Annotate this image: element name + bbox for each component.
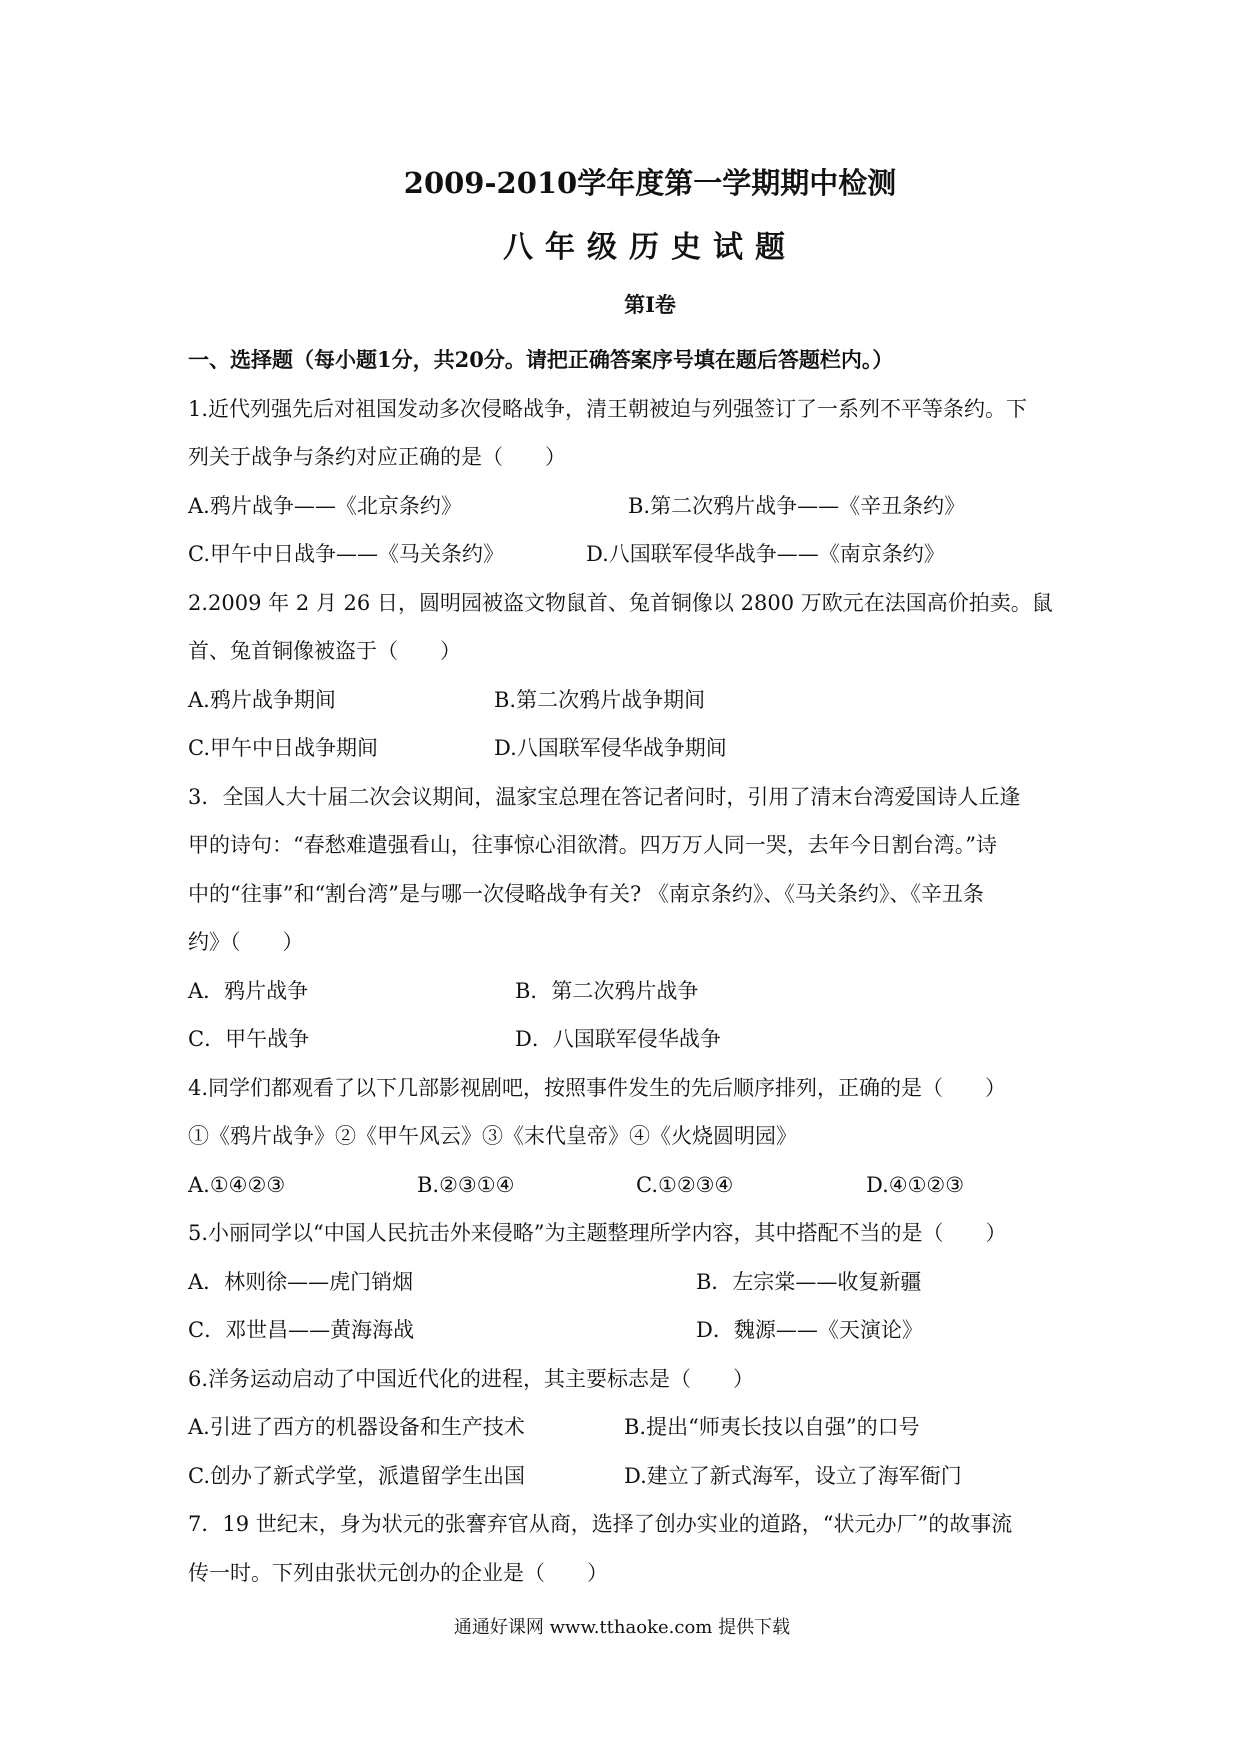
question-content — [188, 336, 1068, 1597]
question-5-options-row-2 — [188, 1306, 1068, 1355]
question-1-line-1: 1.近代列强先后对祖国发动多次侵略战争，清王朝被迫与列强签订了一系列不平等条约。下 — [188, 396, 1028, 421]
question-6-option-c: C.创办了新式学堂，派遣留学生出国 — [188, 1463, 525, 1488]
question-6-line-1: 6.洋务运动启动了中国近代化的进程，其主要标志是（ ） — [188, 1366, 755, 1391]
question-3-line-4: 约》（ ） — [188, 930, 304, 954]
question-7-line-2: 传一时。下列由张状元创办的企业是（ ） — [188, 1560, 608, 1585]
question-3-option-d: D．八国联军侵华战争 — [515, 1027, 721, 1051]
question-4-option-a: A.①④②③ — [188, 1172, 286, 1197]
question-6-options-row-2 — [188, 1452, 1068, 1501]
question-1-options-row-1 — [188, 482, 1068, 531]
section-heading: 一、选择题（每小题1分，共20分。请把正确答案序号填在题后答题栏内。） — [188, 347, 894, 372]
question-2-option-a: A.鸦片战争期间 — [188, 687, 336, 712]
question-6-option-d: D.建立了新式海军，设立了海军衙门 — [624, 1463, 962, 1488]
question-5-option-d: D．魏源——《天演论》 — [696, 1318, 923, 1342]
question-3-line-1: 3．全国人大十届二次会议期间，温家宝总理在答记者问时，引用了清末台湾爱国诗人丘逢 — [188, 784, 1021, 809]
question-2-options-row-2 — [188, 724, 1068, 773]
question-6-options-row-1 — [188, 1403, 1068, 1452]
question-1-options-row-2 — [188, 530, 1068, 579]
question-1-option-d: D.八国联军侵华战争——《南京条约》 — [586, 542, 945, 566]
question-7-line-1: 7．19 世纪末，身为状元的张謇弃官从商，选择了创办实业的道路，“状元办厂”的故事流 — [188, 1512, 1013, 1536]
page-footer: 通通好课网 www.tthaoke.com 提供下载 — [453, 1617, 791, 1638]
question-4-line-2: ①《鸦片战争》②《甲午风云》③《末代皇帝》④《火烧圆明园》 — [188, 1124, 797, 1148]
question-6-option-a: A.引进了西方的机器设备和生产技术 — [188, 1415, 525, 1439]
question-2-line-1: 2.2009 年 2 月 26 日，圆明园被盗文物鼠首、兔首铜像以 2800 万欧元在法国高价拍卖。鼠 — [188, 590, 1053, 615]
question-1-option-b: B.第二次鸦片战争——《辛丑条约》 — [628, 493, 966, 518]
question-3-options-row-1 — [188, 967, 1068, 1016]
question-3-option-a: A．鸦片战争 — [188, 978, 309, 1003]
question-3-options-row-2 — [188, 1015, 1068, 1064]
question-2-option-d: D.八国联军侵华战争期间 — [494, 736, 727, 760]
question-1-option-c: C.甲午中日战争——《马关条约》 — [188, 542, 504, 566]
question-5-options-row-1 — [188, 1258, 1068, 1307]
question-5-option-b: B．左宗棠——收复新疆 — [696, 1269, 922, 1294]
exam-title: 2009-2010学年度第一学期期中检测 — [403, 166, 897, 200]
question-4-option-d: D.④①②③ — [866, 1172, 965, 1197]
volume-label: 第Ⅰ卷 — [624, 292, 676, 317]
question-3-line-2: 甲的诗句：“春愁难遣强看山，往事惊心泪欲潸。四万万人同一哭，去年今日割台湾。”诗 — [188, 833, 997, 857]
question-6-option-b: B.提出“师夷长技以自强”的口号 — [624, 1415, 920, 1439]
question-1-line-2: 列关于战争与条约对应正确的是（ ） — [188, 445, 566, 469]
question-2-options-row-1 — [188, 676, 1068, 725]
question-5-line-1: 5.小丽同学以“中国人民抗击外来侵略”为主题整理所学内容，其中搭配不当的是（ ） — [188, 1221, 1007, 1245]
question-5-option-c: C．邓世昌——黄海海战 — [188, 1318, 415, 1342]
question-2-line-2: 首、兔首铜像被盗于（ ） — [188, 639, 461, 663]
question-2-option-c: C.甲午中日战争期间 — [188, 736, 378, 760]
question-4-option-c: C.①②③④ — [636, 1172, 734, 1197]
question-4-options — [188, 1161, 1068, 1210]
question-3-option-b: B．第二次鸦片战争 — [515, 978, 699, 1003]
question-5-option-a: A．林则徐——虎门销烟 — [188, 1269, 414, 1294]
question-3-line-3: 中的“往事”和“割台湾”是与哪一次侵略战争有关? 《南京条约》、《马关条约》、《辛丑条 — [188, 881, 984, 906]
exam-subtitle: 八年级历史试题 — [503, 230, 797, 265]
question-2-option-b: B.第二次鸦片战争期间 — [494, 687, 706, 712]
question-4-line-1: 4.同学们都观看了以下几部影视剧吧，按照事件发生的先后顺序排列，正确的是（ ） — [188, 1075, 1007, 1100]
question-1-option-a: A.鸦片战争——《北京条约》 — [188, 493, 462, 518]
question-4-option-b: B.②③①④ — [417, 1172, 515, 1197]
question-3-option-c: C．甲午战争 — [188, 1027, 310, 1051]
